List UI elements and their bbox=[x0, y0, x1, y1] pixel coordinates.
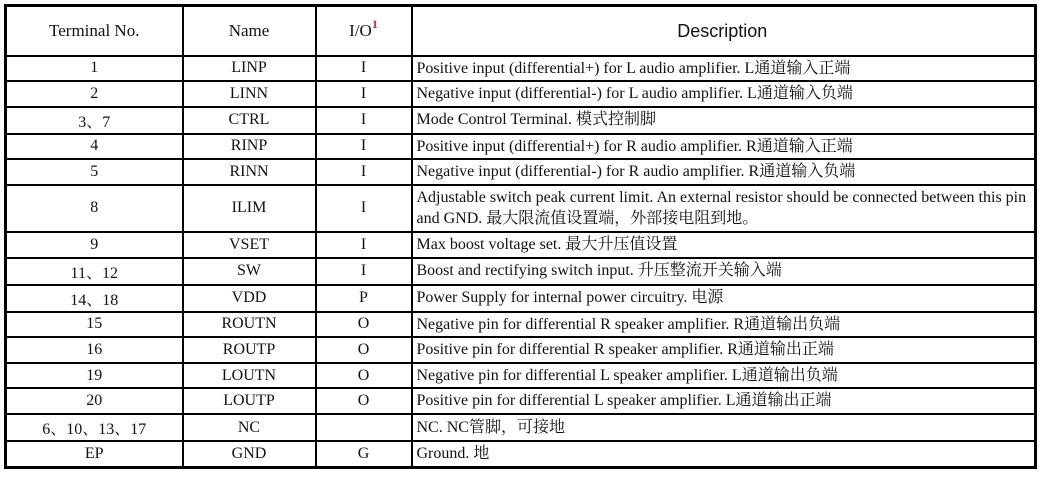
header-description: Description bbox=[412, 6, 1036, 56]
cell-name: VSET bbox=[183, 232, 316, 258]
cell-terminal: 3、7 bbox=[6, 107, 183, 134]
cell-name: CTRL bbox=[183, 107, 316, 134]
cell-terminal: 20 bbox=[6, 388, 183, 414]
table-row bbox=[6, 56, 1036, 82]
cell-io: I bbox=[316, 185, 412, 232]
table-row bbox=[6, 107, 1036, 134]
cell-name: LINN bbox=[183, 81, 316, 107]
cell-name: NC bbox=[183, 414, 316, 441]
cell-description: Power Supply for internal power circuitry. 电源 bbox=[412, 285, 1036, 312]
cell-io: I bbox=[316, 134, 412, 160]
cell-description: Positive pin for differential L speaker amplifier. L通道输出正端 bbox=[412, 388, 1036, 414]
cell-description: Positive input (differential+) for R audio amplifier. R通道输入正端 bbox=[412, 134, 1036, 160]
cell-name: LOUTP bbox=[183, 388, 316, 414]
table-row bbox=[6, 159, 1036, 185]
table-row bbox=[6, 388, 1036, 414]
cell-terminal: 11、12 bbox=[6, 258, 183, 285]
cell-terminal: 6、10、13、17 bbox=[6, 414, 183, 441]
cell-name: ROUTP bbox=[183, 337, 316, 363]
cell-name: RINN bbox=[183, 159, 316, 185]
table-row bbox=[6, 258, 1036, 285]
cell-description: Adjustable switch peak current limit. An external resistor should be connected between this pin and GND. 最大限流值设置端，外部接电阻到地。 bbox=[412, 185, 1036, 232]
cell-io: O bbox=[316, 337, 412, 363]
cell-io: P bbox=[316, 285, 412, 312]
cell-name: SW bbox=[183, 258, 316, 285]
cell-io bbox=[316, 414, 412, 441]
cell-name: ROUTN bbox=[183, 312, 316, 338]
table-row bbox=[6, 134, 1036, 160]
table-row bbox=[6, 81, 1036, 107]
header-row bbox=[6, 6, 1036, 56]
cell-io: I bbox=[316, 81, 412, 107]
cell-io: O bbox=[316, 312, 412, 338]
cell-terminal: EP bbox=[6, 441, 183, 467]
table-body bbox=[6, 56, 1036, 468]
cell-terminal: 9 bbox=[6, 232, 183, 258]
table-row bbox=[6, 185, 1036, 232]
cell-name: VDD bbox=[183, 285, 316, 312]
header-name: Name bbox=[183, 6, 316, 56]
cell-description: Negative pin for differential R speaker amplifier. R通道输出负端 bbox=[412, 312, 1036, 338]
cell-io: O bbox=[316, 388, 412, 414]
table-row bbox=[6, 414, 1036, 441]
table-header bbox=[6, 6, 1036, 56]
cell-terminal: 15 bbox=[6, 312, 183, 338]
header-terminal-no: Terminal No. bbox=[6, 6, 183, 56]
cell-io: G bbox=[316, 441, 412, 467]
cell-name: ILIM bbox=[183, 185, 316, 232]
cell-io: I bbox=[316, 159, 412, 185]
table-row bbox=[6, 232, 1036, 258]
cell-io: O bbox=[316, 363, 412, 389]
cell-terminal: 4 bbox=[6, 134, 183, 160]
table-row bbox=[6, 363, 1036, 389]
cell-terminal: 19 bbox=[6, 363, 183, 389]
cell-description: Positive pin for differential R speaker amplifier. R通道输出正端 bbox=[412, 337, 1036, 363]
cell-description: NC. NC管脚，可接地 bbox=[412, 414, 1036, 441]
cell-name: LINP bbox=[183, 56, 316, 82]
header-io-label: I/O bbox=[349, 20, 372, 40]
cell-terminal: 1 bbox=[6, 56, 183, 82]
cell-terminal: 8 bbox=[6, 185, 183, 232]
pin-description-table bbox=[4, 4, 1037, 469]
cell-description: Ground. 地 bbox=[412, 441, 1036, 467]
cell-name: GND bbox=[183, 441, 316, 467]
cell-description: Boost and rectifying switch input. 升压整流开关输入端 bbox=[412, 258, 1036, 285]
cell-description: Mode Control Terminal. 模式控制脚 bbox=[412, 107, 1036, 134]
cell-terminal: 2 bbox=[6, 81, 183, 107]
header-io bbox=[316, 6, 412, 56]
cell-description: Positive input (differential+) for L audio amplifier. L通道输入正端 bbox=[412, 56, 1036, 82]
table-row bbox=[6, 337, 1036, 363]
cell-description: Negative input (differential-) for R audio amplifier. R通道输入负端 bbox=[412, 159, 1036, 185]
cell-io: I bbox=[316, 258, 412, 285]
cell-io: I bbox=[316, 107, 412, 134]
cell-terminal: 5 bbox=[6, 159, 183, 185]
cell-description: Max boost voltage set. 最大升压值设置 bbox=[412, 232, 1036, 258]
io-footnote-superscript: 1 bbox=[371, 17, 378, 32]
cell-description: Negative input (differential-) for L audio amplifier. L通道输入负端 bbox=[412, 81, 1036, 107]
table-row bbox=[6, 285, 1036, 312]
table-row bbox=[6, 312, 1036, 338]
cell-terminal: 16 bbox=[6, 337, 183, 363]
cell-name: RINP bbox=[183, 134, 316, 160]
cell-description: Negative pin for differential L speaker amplifier. L通道输出负端 bbox=[412, 363, 1036, 389]
cell-io: I bbox=[316, 232, 412, 258]
cell-name: LOUTN bbox=[183, 363, 316, 389]
table-row bbox=[6, 441, 1036, 467]
cell-io: I bbox=[316, 56, 412, 82]
cell-terminal: 14、18 bbox=[6, 285, 183, 312]
